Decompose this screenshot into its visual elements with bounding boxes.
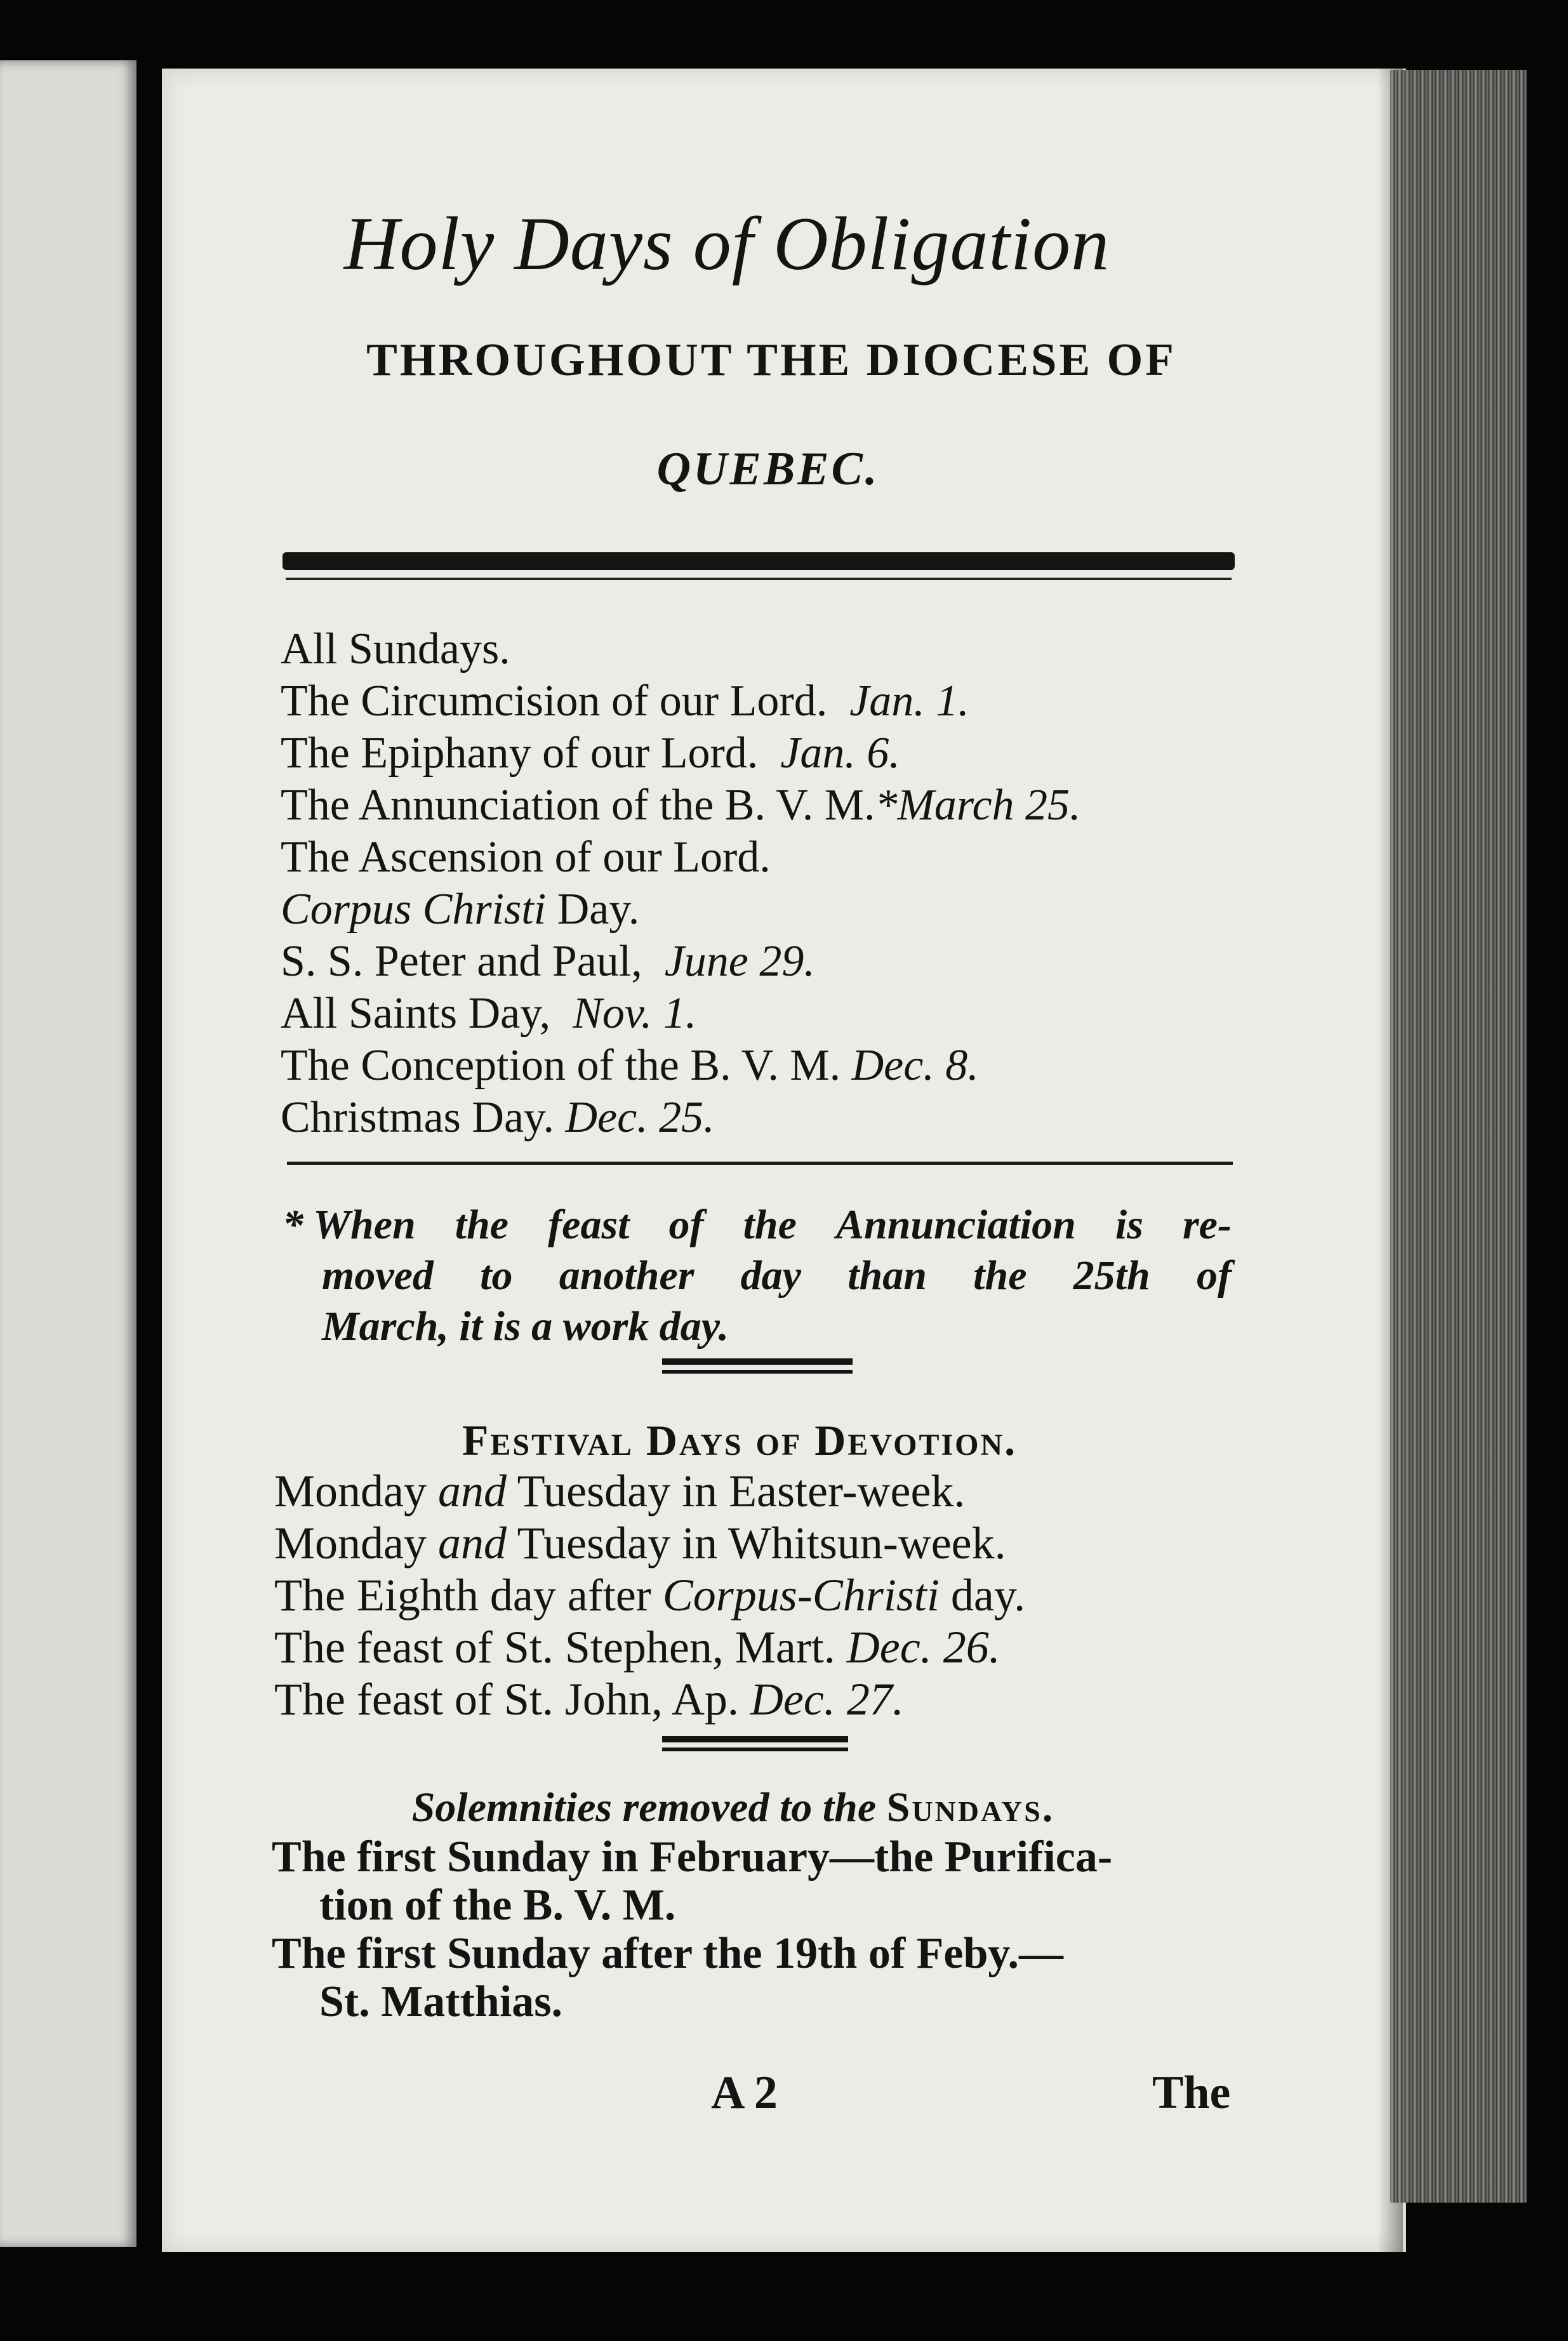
double-rule xyxy=(662,1736,848,1755)
list-item: The Eighth day after Corpus-Christi day. xyxy=(274,1570,1026,1621)
list-item: Corpus Christi Day. xyxy=(281,885,640,934)
facing-page xyxy=(0,60,136,2247)
list-item: The first Sunday after the 19th of Feby.— St. Matthias. xyxy=(272,1929,1064,2026)
list-item: The Ascension of our Lord. xyxy=(281,833,771,882)
annunciation-note xyxy=(282,1200,1232,1352)
list-item: The feast of St. John, Ap. Dec. 27. xyxy=(274,1674,904,1725)
diocese-name: QUEBEC. xyxy=(656,443,880,495)
solemnities-heading: Solemnities removed to the Sundays. xyxy=(411,1784,1055,1831)
list-item: The Epiphany of our Lord. Jan. 6. xyxy=(281,729,900,778)
note-line: March, it is a work day. xyxy=(322,1303,729,1350)
list-item: All Sundays. xyxy=(281,625,510,673)
list-item: Monday and Tuesday in Easter-week. xyxy=(274,1466,966,1516)
list-item: The feast of St. Stephen, Mart. Dec. 26. xyxy=(274,1622,1000,1673)
list-item: The Conception of the B. V. M. Dec. 8. xyxy=(281,1041,979,1090)
list-item: Christmas Day. Dec. 25. xyxy=(281,1093,715,1142)
book-page-edges xyxy=(1390,70,1527,2203)
festival-heading: Festival Days of Devotion. xyxy=(462,1416,1018,1464)
solemnities-list xyxy=(272,1833,1112,2026)
catchword: The xyxy=(1152,2067,1231,2119)
thin-rule xyxy=(286,578,1232,580)
list-item: S. S. Peter and Paul, June 29. xyxy=(281,937,815,986)
list-item: Monday and Tuesday in Whitsun-week. xyxy=(274,1518,1006,1568)
divider-rule xyxy=(287,1162,1233,1165)
festival-list xyxy=(274,1465,1025,1725)
page-subtitle: THROUGHOUT THE DIOCESE OF xyxy=(366,334,1176,385)
double-rule xyxy=(662,1358,853,1377)
page-title: Holy Days of Obligation xyxy=(343,201,1110,286)
list-item: The Circumcision of our Lord. Jan. 1. xyxy=(281,677,969,726)
list-item: The first Sunday in February—the Purifica- tion of the B. V. M. xyxy=(272,1833,1113,1930)
note-line: moved to another day than the 25th of xyxy=(322,1252,1232,1299)
thick-rule xyxy=(282,552,1235,570)
list-item: The Annunciation of the B. V. M.*March 25. xyxy=(281,781,1081,830)
signature-mark: A 2 xyxy=(711,2067,778,2119)
note-line: * When the feast of the Annunciation is re- xyxy=(282,1202,1232,1248)
holy-days-list xyxy=(281,623,1081,1144)
list-item: All Saints Day, Nov. 1. xyxy=(281,989,697,1038)
